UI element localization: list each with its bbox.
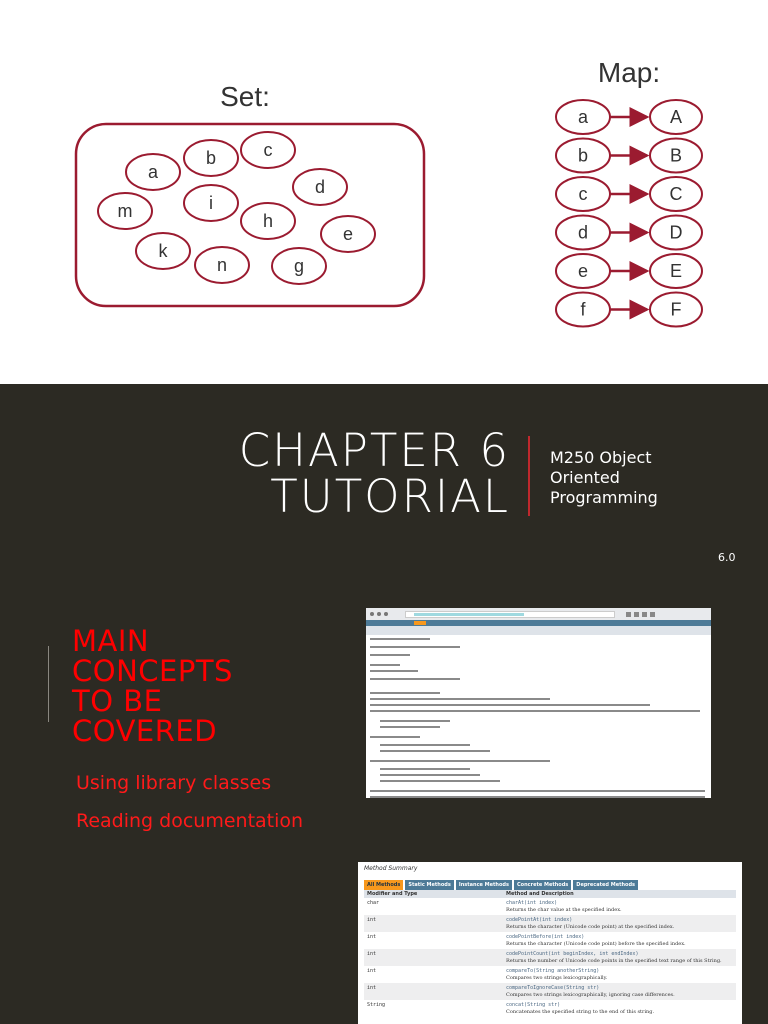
- table-row: [364, 949, 736, 966]
- doc-text-line: [370, 692, 440, 694]
- concepts-heading-line: MAIN: [72, 624, 150, 658]
- doc-text-line: [370, 796, 705, 798]
- concepts-heading: [72, 626, 292, 746]
- reload-icon: [384, 612, 388, 616]
- row-type: int: [367, 985, 377, 991]
- method-summary-title: Method Summary: [364, 865, 418, 872]
- row-type: char: [367, 900, 380, 906]
- set-element-label: h: [262, 211, 274, 231]
- map-value-label: F: [670, 299, 682, 320]
- row-signature: codePointCount(int beginIndex, int endIndex): [506, 951, 639, 957]
- row-type: int: [367, 968, 377, 974]
- row-signature: compareTo(String anotherString): [506, 968, 600, 974]
- version-label: 6.0: [718, 551, 736, 564]
- tab-deprecated-methods: Deprecated Methods: [573, 880, 638, 890]
- tab-all-methods: All Methods: [364, 880, 403, 890]
- set-element: [136, 233, 190, 269]
- set-element: [272, 248, 326, 284]
- set-title: Set:: [220, 81, 270, 112]
- map-key-label: c: [578, 184, 588, 204]
- row-description: Returns the character (Unicode code point) before the specified index.: [506, 941, 686, 947]
- set-element-label: i: [209, 193, 213, 213]
- table-row: [364, 966, 736, 983]
- table-row: [364, 915, 736, 932]
- set-element: [184, 140, 238, 176]
- map-value: [650, 177, 702, 211]
- chapter-title-line-2: TUTORIAL: [270, 470, 510, 523]
- subtitle-line-1: M250 Object: [550, 448, 652, 467]
- row-signature: compareToIgnoreCase(String str): [506, 985, 600, 991]
- map-key-label: b: [577, 145, 589, 166]
- set-element-label: c: [263, 140, 273, 160]
- map-key-label: f: [580, 299, 586, 320]
- row-type: int: [367, 917, 377, 923]
- row-type: int: [367, 934, 377, 940]
- doc-text-line: [380, 726, 440, 728]
- row-description: Returns the char value at the specified index.: [506, 907, 622, 913]
- javadoc-sub-nav: [366, 626, 711, 635]
- set-elements: [98, 132, 375, 284]
- set-element-label: n: [216, 255, 228, 275]
- chapter-title: [180, 424, 510, 523]
- bullet-library-classes: Using library classes: [76, 772, 272, 794]
- browser-toolbar: [366, 608, 711, 620]
- doc-text-line: [380, 744, 470, 746]
- row-description: Returns the number of Unicode code points in the specified text range of this String.: [506, 958, 722, 964]
- set-element-label: g: [293, 256, 305, 276]
- row-description: Compares two strings lexicographically, ignoring case differences.: [506, 992, 675, 998]
- set-element: [184, 185, 238, 221]
- table-row: [364, 932, 736, 949]
- set-element-label: b: [205, 148, 217, 168]
- map-title: Map:: [597, 57, 661, 88]
- table-row: [364, 983, 736, 1000]
- doc-text-line: [370, 698, 550, 700]
- course-subtitle: [550, 448, 750, 508]
- set-element-label: m: [117, 201, 133, 221]
- concepts-heading-line: CONCEPTS: [72, 654, 233, 688]
- set-element: [126, 154, 180, 190]
- set-element-label: k: [158, 241, 168, 261]
- row-description: Returns the character (Unicode code point) at the specified index.: [506, 924, 675, 930]
- doc-text-line: [370, 654, 410, 656]
- doc-text-line: [370, 790, 705, 792]
- doc-text-line: [370, 670, 418, 672]
- doc-text-line: [370, 704, 650, 706]
- doc-text-line: [370, 760, 550, 762]
- chapter-title-slide: [0, 384, 768, 1024]
- set-map-diagram-slide: [0, 0, 768, 384]
- column-modifier-type: Modifier and Type: [367, 891, 418, 897]
- set-element: [195, 247, 249, 283]
- doc-text-line: [380, 780, 500, 782]
- concepts-heading-line: COVERED: [72, 714, 218, 748]
- map-value-label: A: [669, 107, 683, 127]
- set-map-diagram: [0, 0, 768, 384]
- set-element: [241, 132, 295, 168]
- doc-text-line: [370, 664, 400, 666]
- map-value: [650, 216, 702, 250]
- set-element: [321, 216, 375, 252]
- row-description: Concatenates the specified string to the end of this string.: [506, 1009, 655, 1015]
- subtitle-line-3: Programming: [550, 488, 658, 507]
- column-method-description: Method and Description: [506, 891, 574, 897]
- method-summary-screenshot: [358, 862, 742, 1024]
- map-value-label: C: [669, 184, 683, 204]
- address-bar: [405, 611, 615, 618]
- row-signature: charAt(int index): [506, 900, 558, 906]
- map-key: [556, 254, 610, 288]
- chapter-title-line-1: CHAPTER 6: [238, 424, 510, 477]
- row-signature: codePointBefore(int index): [506, 934, 585, 940]
- javadoc-screenshot: [366, 608, 711, 798]
- map-key: [556, 216, 610, 250]
- map-key-label: d: [577, 222, 589, 243]
- doc-text-line: [380, 720, 450, 722]
- set-element-label: d: [314, 177, 326, 197]
- map-key-label: e: [577, 261, 589, 281]
- row-description: Compares two strings lexicographically.: [506, 975, 608, 981]
- doc-text-line: [370, 736, 420, 738]
- doc-text-line: [380, 750, 490, 752]
- map-key: [556, 293, 610, 327]
- set-element-label: e: [342, 224, 354, 244]
- map-value-label: D: [669, 222, 683, 243]
- doc-text-line: [370, 678, 460, 680]
- tab-concrete-methods: Concrete Methods: [514, 880, 571, 890]
- map-key: [556, 100, 610, 134]
- map-value: [650, 293, 702, 327]
- subtitle-line-2: Oriented: [550, 468, 620, 487]
- map-key: [556, 139, 610, 173]
- bullet-reading-documentation: Reading documentation: [76, 810, 304, 832]
- map-key-label: a: [577, 107, 589, 127]
- table-row: [364, 898, 736, 915]
- map-value: [650, 254, 702, 288]
- map-value: [650, 139, 702, 173]
- section-accent-bar: [48, 646, 49, 722]
- map-value-label: E: [669, 261, 683, 281]
- set-element: [293, 169, 347, 205]
- doc-text-line: [370, 646, 460, 648]
- extension-icons: [626, 612, 655, 617]
- back-icon: [370, 612, 374, 616]
- map-value-label: B: [669, 145, 683, 166]
- row-signature: concat(String str): [506, 1002, 561, 1008]
- set-element: [98, 193, 152, 229]
- concepts-heading-line: TO BE: [72, 684, 163, 718]
- doc-text-line: [370, 710, 700, 712]
- row-signature: codePointAt(int index): [506, 917, 573, 923]
- tab-static-methods: Static Methods: [405, 880, 453, 890]
- map-key: [556, 177, 610, 211]
- doc-text-line: [370, 638, 430, 640]
- table-row: [364, 1000, 736, 1017]
- javadoc-nav-bar: [366, 620, 711, 626]
- title-divider: [528, 436, 530, 516]
- row-type: String: [367, 1002, 386, 1008]
- forward-icon: [377, 612, 381, 616]
- doc-text-line: [380, 768, 470, 770]
- row-type: int: [367, 951, 377, 957]
- set-element: [241, 203, 295, 239]
- map-value: [650, 100, 702, 134]
- map-entries: [556, 100, 702, 327]
- tab-instance-methods: Instance Methods: [456, 880, 512, 890]
- doc-text-line: [380, 774, 480, 776]
- method-table-header: [364, 890, 736, 898]
- set-element-label: a: [147, 162, 159, 182]
- method-summary-tabs: [364, 880, 638, 890]
